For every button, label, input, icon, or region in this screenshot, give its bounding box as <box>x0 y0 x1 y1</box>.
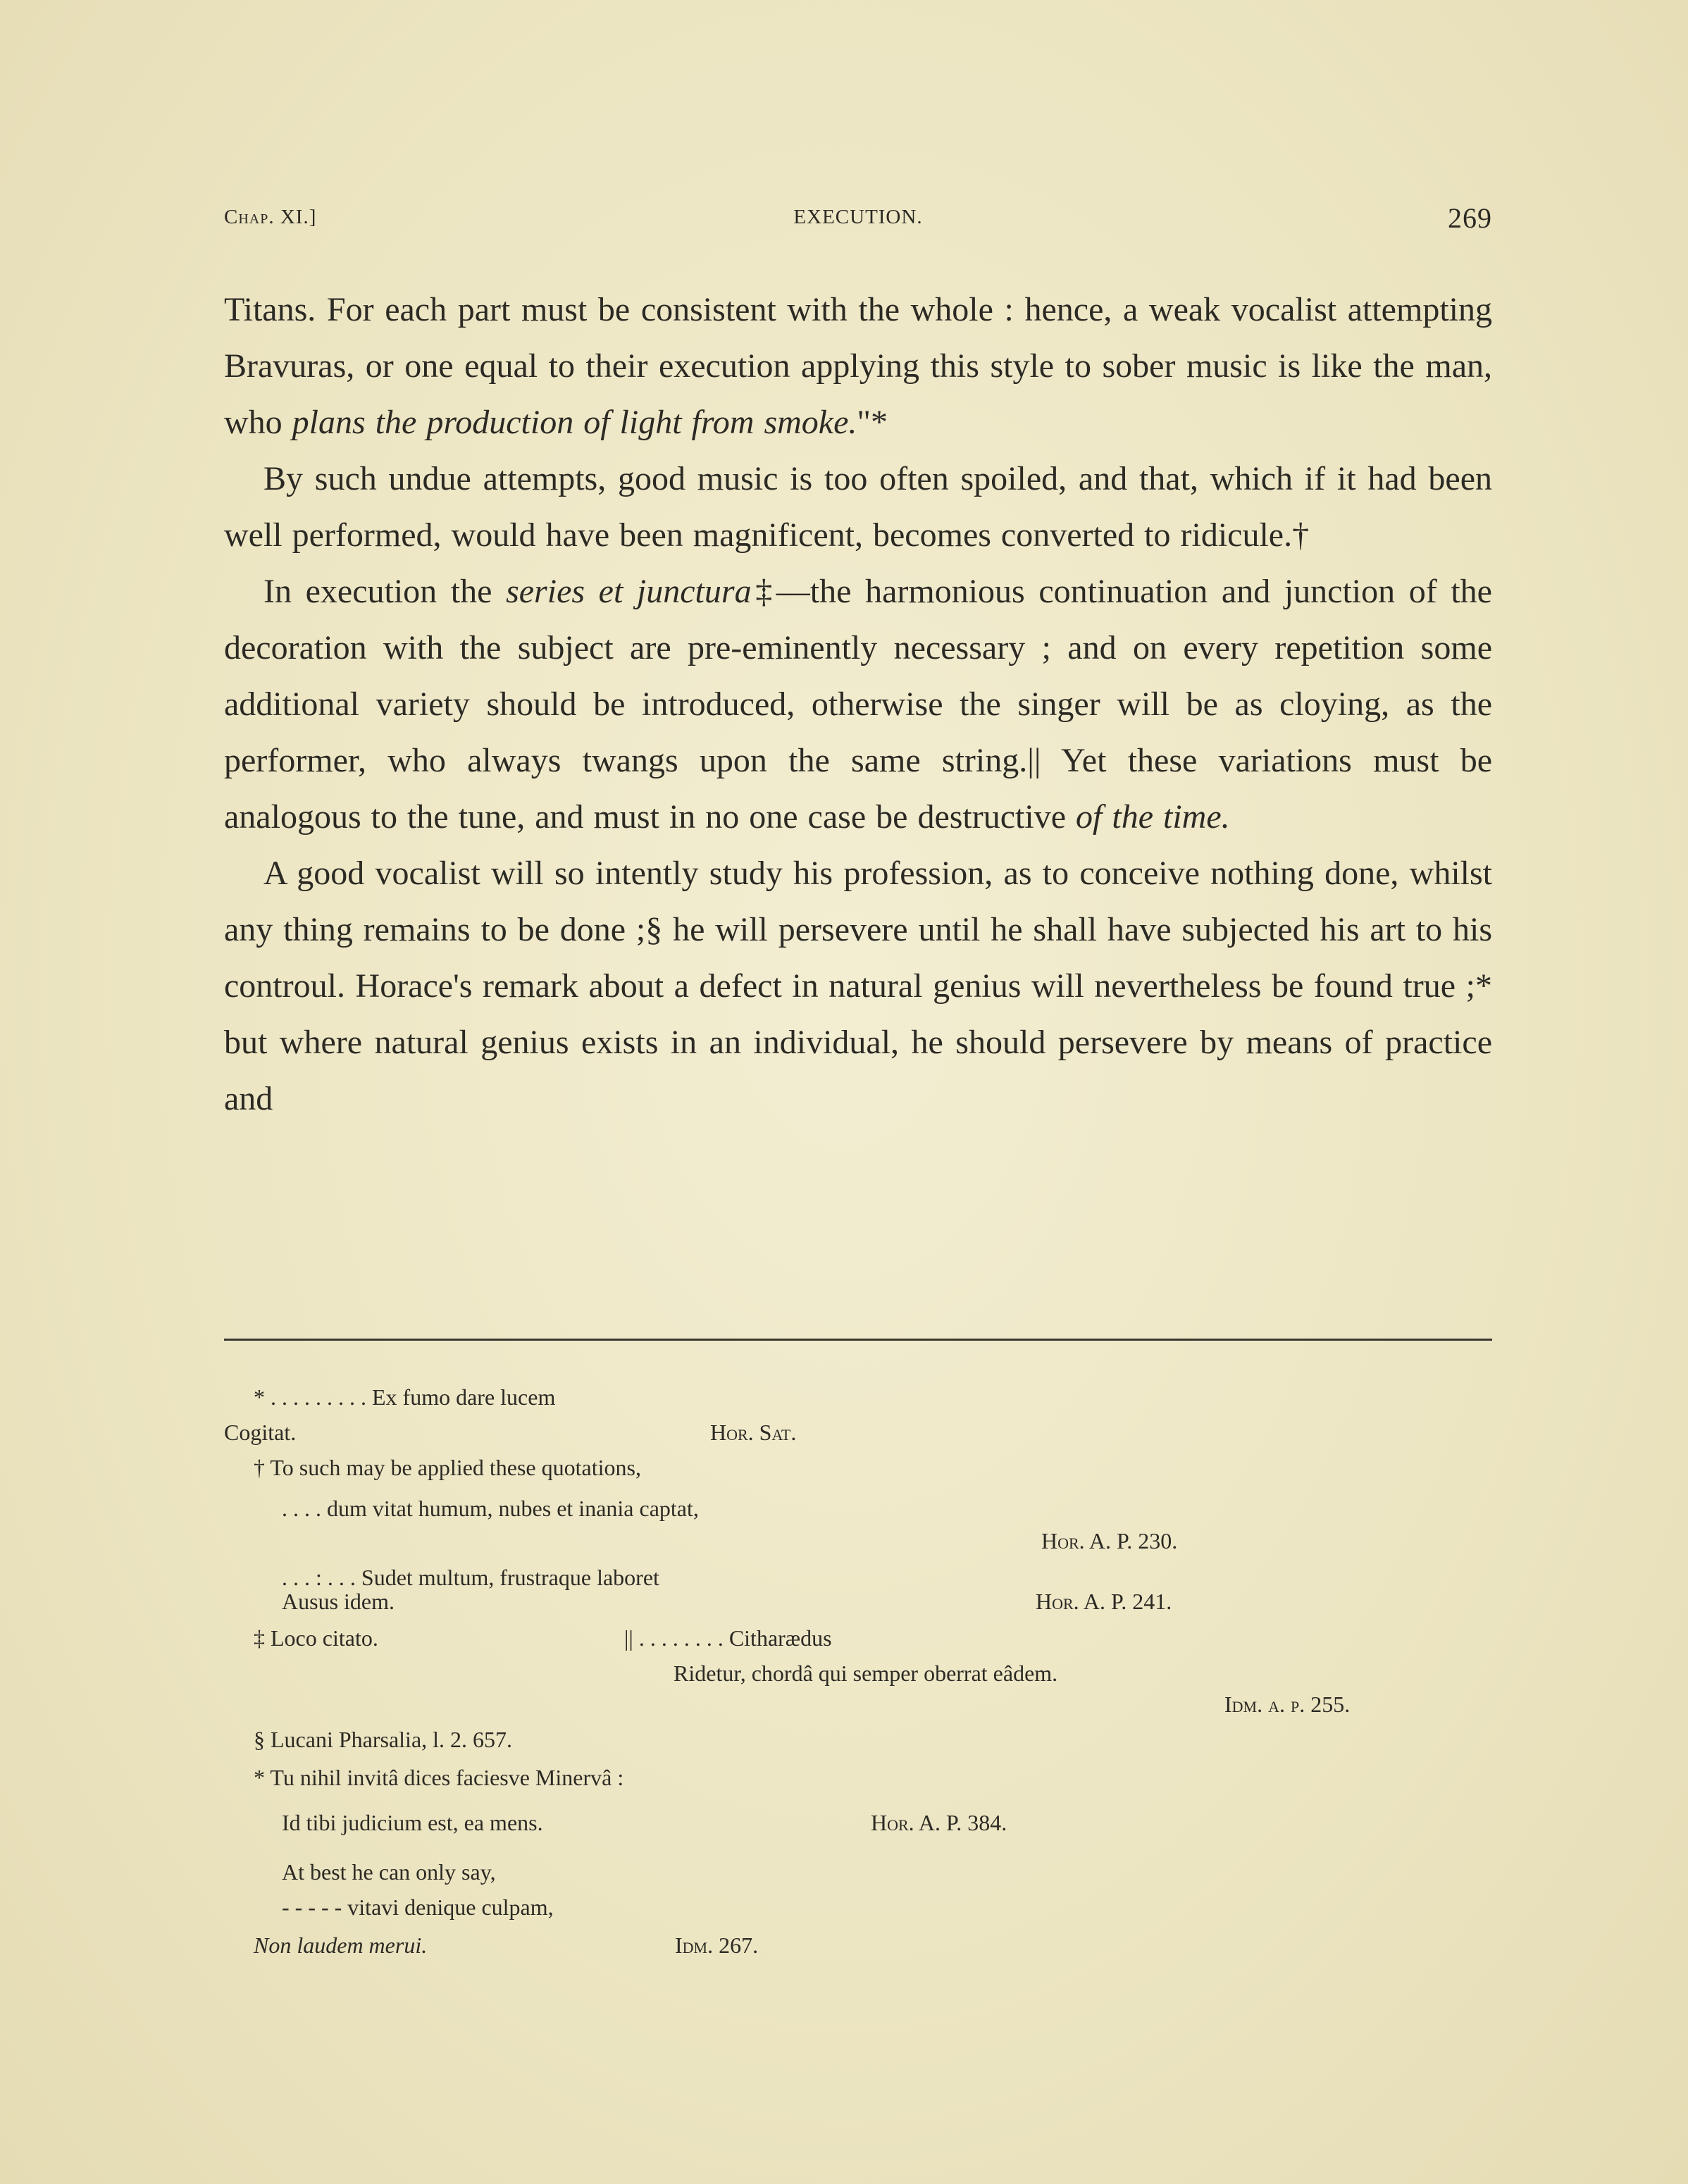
footnote-4-ref: Idm. a. p. 255. <box>1224 1692 1351 1717</box>
footnote-rule <box>224 1339 1492 1341</box>
footnote-6-line-1: * Tu nihil invitâ dices faciesve Minervâ : <box>254 1765 624 1790</box>
footnote-4-line-2: Ridetur, chordâ qui semper oberrat eâdem. <box>674 1661 1058 1686</box>
paragraph-2: By such undue attempts, good music is too often spoiled, and that, which if it had been well performed, would have been magnificent, becomes converted to ridicule.† <box>224 460 1492 554</box>
footnote-6-line-3: At best he can only say, <box>282 1859 496 1885</box>
footnote-6-ref: Hor. A. P. 384. <box>871 1810 1007 1835</box>
footnote-6-line-4: - - - - - vitavi denique culpam, <box>282 1894 554 1920</box>
footnote-1-ref: Hor. Sat. <box>710 1420 797 1445</box>
footnote-2-quote-2-line-2: Ausus idem. <box>282 1589 395 1614</box>
footnote-2-intro: † To such may be applied these quotations, <box>254 1455 641 1480</box>
footnote-6-ref-2: Idm. 267. <box>675 1932 759 1958</box>
footnote-1-line-1: * . . . . . . . . . Ex fumo dare lucem <box>254 1384 556 1410</box>
running-title: EXECUTION. <box>793 206 923 228</box>
p3-italic-end: of the time. <box>1076 798 1230 836</box>
footnote-2-quote-2-ref: Hor. A. P. 241. <box>1036 1589 1172 1614</box>
footnote-6-line-5: Non laudem merui. <box>254 1932 428 1958</box>
running-head <box>224 202 1492 234</box>
p1-italic: plans the production of light from smoke. <box>292 404 857 441</box>
book-page <box>224 0 1492 2184</box>
p1-text: Titans. For each part must be consistent with the whole : hence, a weak vocalist attempting Bravuras, or one equal to their execution applying this style to sober music is like the man, who <box>224 291 1492 441</box>
footnote-4-line-1: || . . . . . . . . Citharædus <box>624 1625 832 1651</box>
footnote-1-line-2: Cogitat. <box>224 1420 297 1445</box>
footnote-2-quote-1: . . . . dum vitat humum, nubes et inania captat, <box>282 1496 699 1521</box>
footnote-2-quote-2: . . . : . . . Sudet multum, frustraque laboret <box>282 1565 659 1590</box>
chapter-label: Chap. XI.] <box>224 206 317 228</box>
p3-text-c: ‡—the harmonious continuation and junction of the decoration with the subject are pre-eminently necessary ; and on every repetition some additional variety should be introduced, otherwise the singer will be as cloying, as the performer, who always twangs upon the same string.|| Yet these variations must be analogous to the tune, and must in no one case be destructive <box>224 573 1492 836</box>
paragraph-1 <box>224 282 1492 451</box>
p3-italic-latin: series et junctura <box>506 573 752 610</box>
p3-text-a: In execution the <box>263 573 507 610</box>
paragraph-3 <box>224 564 1492 845</box>
footnote-6-line-2: Id tibi judicium est, ea mens. <box>282 1810 543 1835</box>
footnote-2-quote-1-ref: Hor. A. P. 230. <box>1041 1528 1178 1553</box>
paragraph-4: A good vocalist will so intently study his profession, as to conceive nothing done, whilst any thing remains to be done ;§ he will persevere until he shall have subjected his art to his controul. Horace's remark about a defect in natural genius will nevertheless be found true ;* but where natural genius exists in an individual, he should persevere by means of practice and <box>224 855 1492 1117</box>
main-text <box>224 282 1492 1127</box>
p1-note-mark: "* <box>857 404 888 441</box>
page-number: 269 <box>1448 202 1492 234</box>
footnote-5: § Lucani Pharsalia, l. 2. 657. <box>254 1727 513 1752</box>
footnote-3: ‡ Loco citato. <box>254 1625 378 1651</box>
